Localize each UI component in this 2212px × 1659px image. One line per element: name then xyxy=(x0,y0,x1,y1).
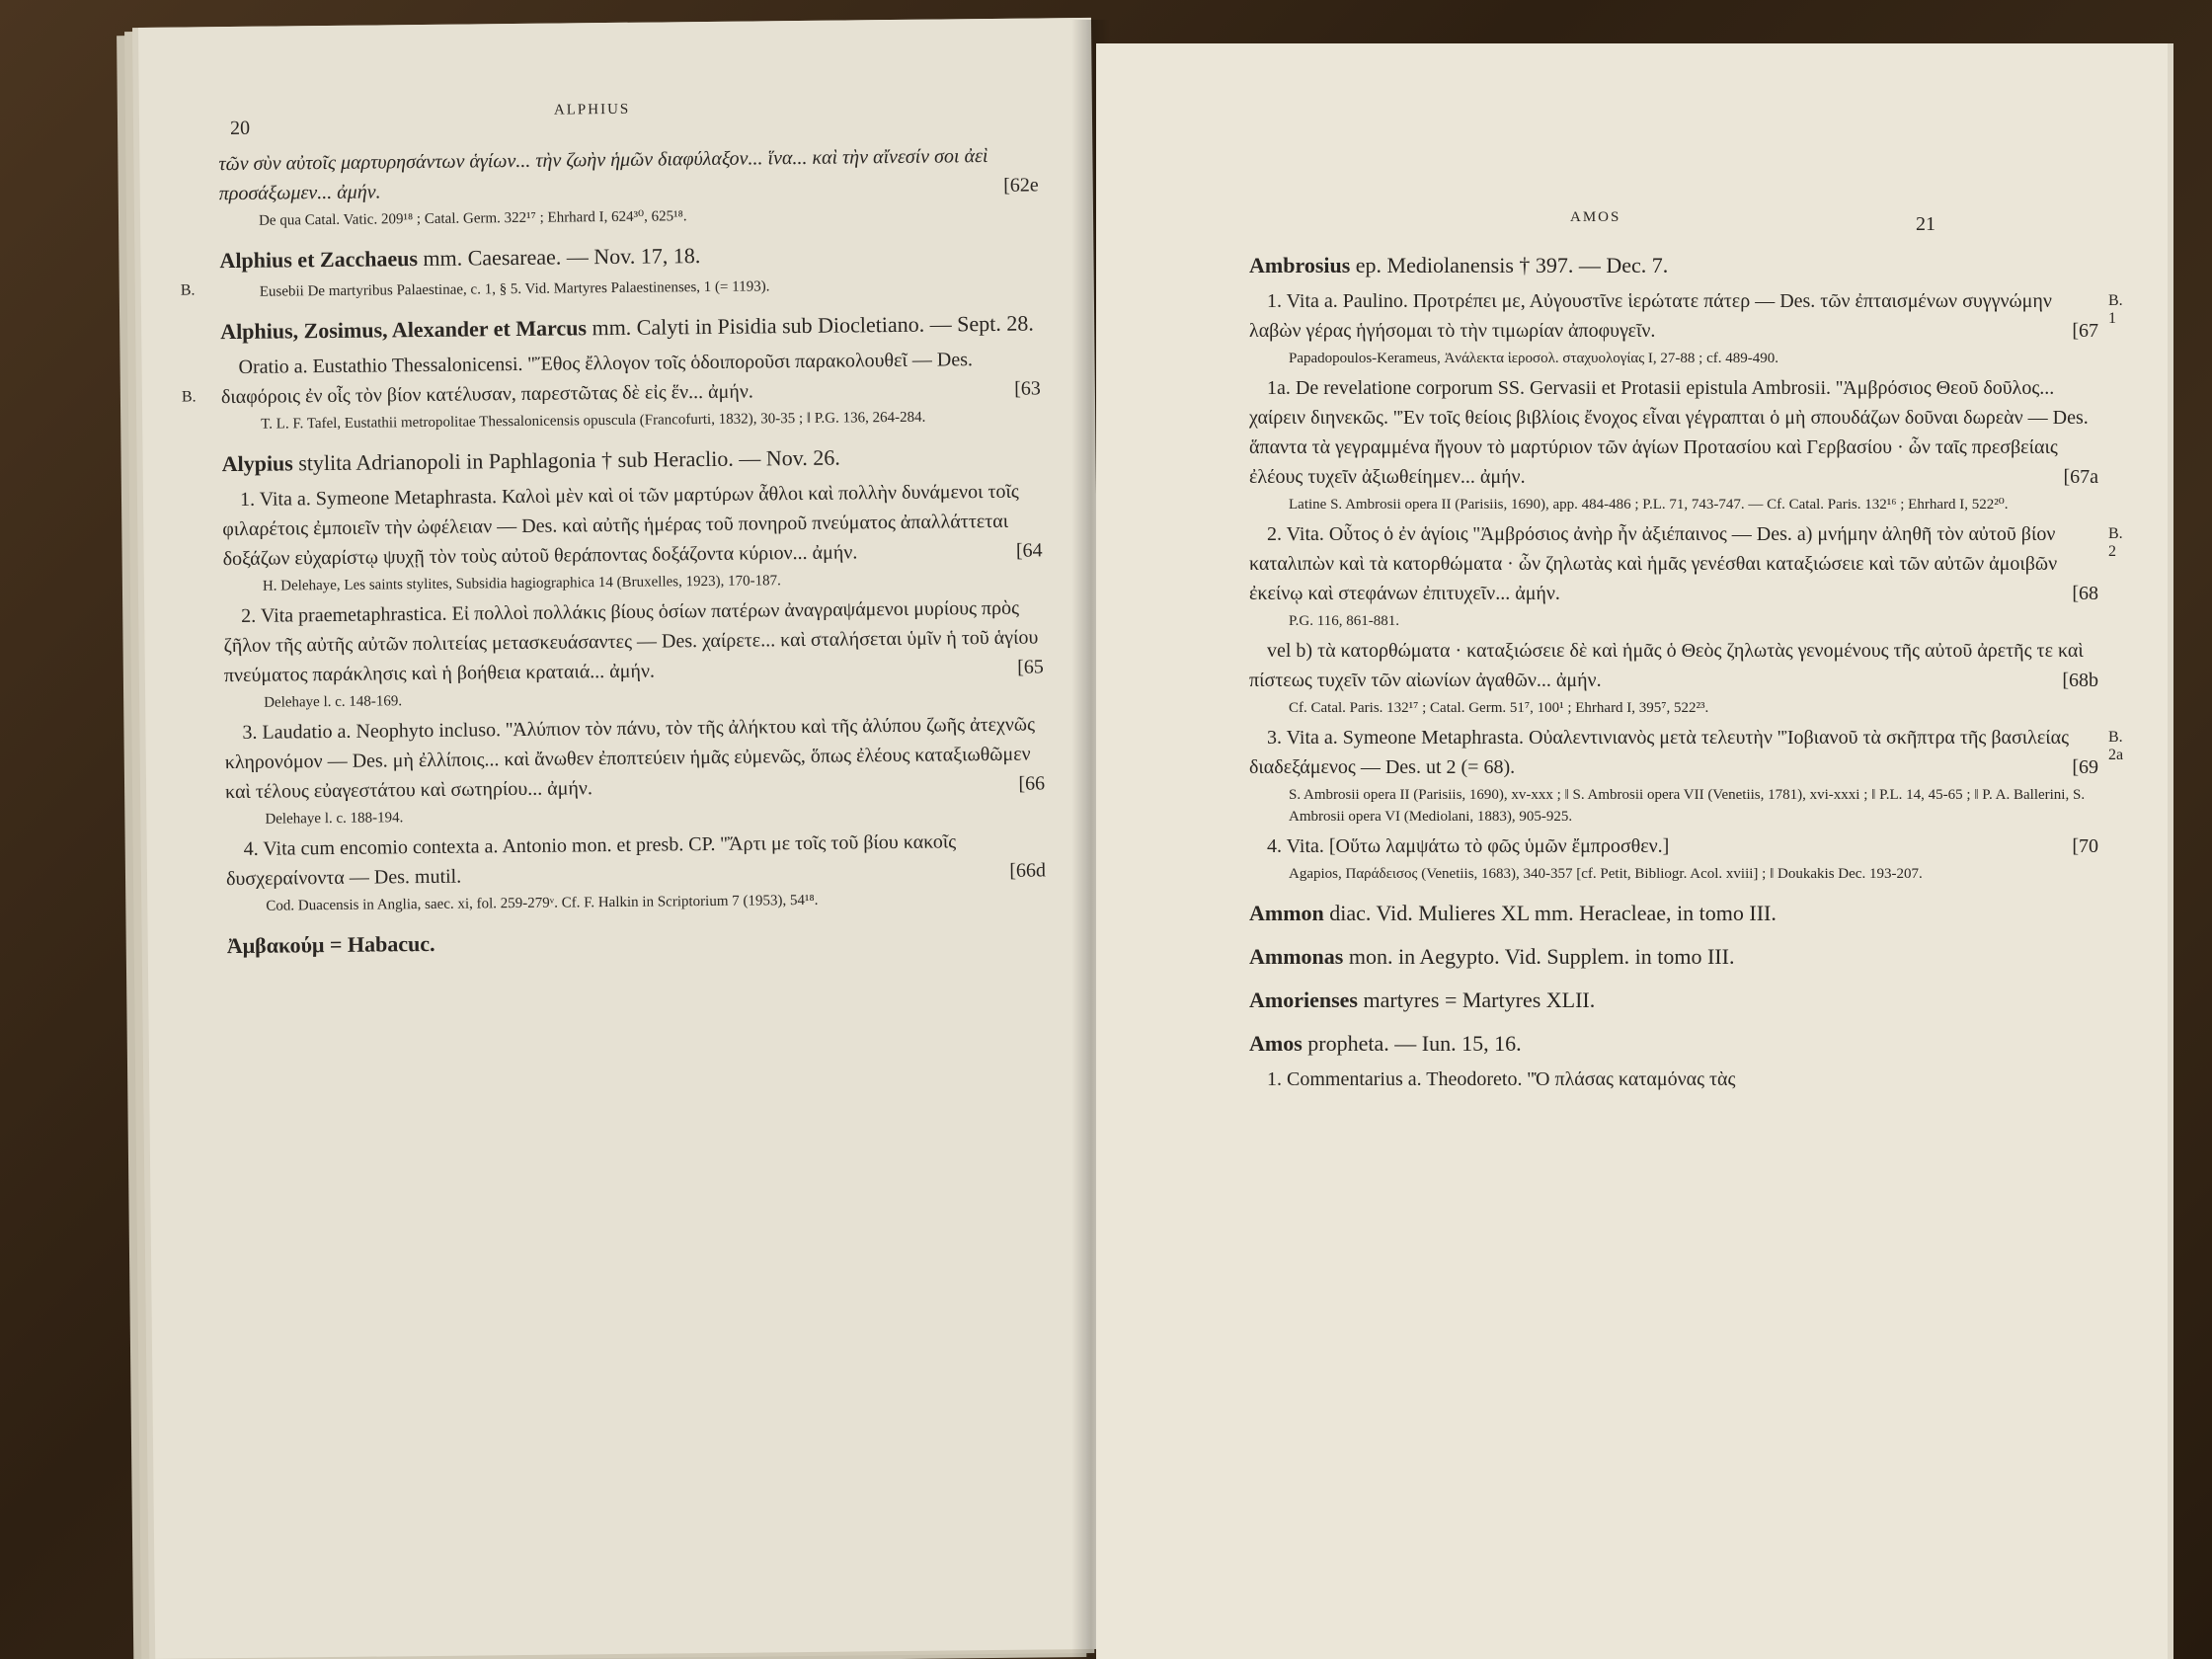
entry-subtitle: ep. Mediolanensis † 397. — Dec. 7. xyxy=(1350,253,1669,277)
reference: De qua Catal. Vatic. 209¹⁸ ; Catal. Germ. 322¹⁷ ; Ehrhard I, 624³⁰, 625¹⁸. xyxy=(258,208,687,229)
item-text: 4. Vita cum encomio contexta a. Antonio mon. et presb. CP. ''Ἄρτι με τοῖς τοῦ βίου κακοῖς δυσχεραίνοντα — Des. mutil. xyxy=(225,830,957,891)
entry-number: [69 xyxy=(2072,756,2098,778)
item-text: Oratio a. Eustathio Thessalonicensi. ''Ἔθος ἔλλογον τοῖς ὁδοιποροῦσι παρακολουθεῖ — Des. διαφόροις ἐν οἷς τὸν βίον κατέλυσαν, παρεστῶτας δὲ εἰς ἕν... ἀμήν. xyxy=(220,349,974,409)
left-page xyxy=(138,18,1108,1659)
entry-title: Amorienses xyxy=(1249,988,1358,1012)
entry-subtitle: propheta. — Iun. 15, 16. xyxy=(1302,1031,1522,1056)
item-text: 3. Laudatio a. Neophyto incluso. ''Ἀλύπιον τὸν πάνυ, τὸν τῆς ἀλήκτου καὶ τῆς ἀλύπου ζωῆς ἀτεχνῶς κληρονόμον — Des. μὴ ἐλλίποις... καὶ ἄνωθεν ἐποπτεύειν ἡμᾶς εὐμενῶς, ὅπως ἐλέους καταξιωθῶμεν καὶ τέλους εὐαγεστάτου καὶ σωτηρίου... ἀμήν. xyxy=(224,713,1036,804)
reference: Eusebii De martyribus Palaestinae, c. 1, § 5. Vid. Martyres Palaestinenses, 1 (= 1193). xyxy=(259,278,770,300)
reference: Delehaye l. c. 188-194. xyxy=(265,810,404,828)
entry-number: [66 xyxy=(1018,772,1046,795)
margin-note: B. 2a xyxy=(2108,729,2124,763)
entry-number: [62e xyxy=(1003,174,1039,197)
entry-number: [66d xyxy=(1009,859,1047,882)
right-running-head: AMOS xyxy=(1570,209,1621,225)
reference: P.G. 116, 861-881. xyxy=(1289,613,1399,629)
reference: Cf. Catal. Paris. 132¹⁷ ; Catal. Germ. 51⁷, 100¹ ; Ehrhard I, 395⁷, 522²³. xyxy=(1289,700,1709,716)
entry-number: [67a xyxy=(2063,466,2098,488)
reference: H. Delehaye, Les saints stylites, Subsidia hagiographica 14 (Bruxelles, 1923), 170-187. xyxy=(262,573,781,594)
entry-number: [70 xyxy=(2072,835,2098,857)
reference: Delehaye l. c. 148-169. xyxy=(264,693,403,711)
entry-title: Alphius et Zacchaeus xyxy=(219,246,419,274)
entry-subtitle: diac. Vid. Mulieres XL mm. Heracleae, in tomo III. xyxy=(1323,901,1777,925)
entry-number: [63 xyxy=(1014,377,1041,400)
margin-note: B. xyxy=(181,388,197,406)
entry-title: Amos xyxy=(1249,1031,1303,1056)
continuation-text: τῶν σὺν αὐτοῖς μαρτυρησάντων ἁγίων... τὴν ζωὴν ἡμῶν διαφύλαξον... ἵνα... καὶ τὴν αἴνεσίν σοι ἀεὶ προσάξωμεν... ἀμήν. xyxy=(218,144,988,205)
entry-subtitle: = Habacuc. xyxy=(324,930,435,958)
entry-alphius-zosimus xyxy=(181,308,1041,435)
entry-subtitle: mm. Calyti in Pisidia sub Diocletiano. — Sept. 28. xyxy=(586,310,1034,341)
reference: S. Ambrosii opera II (Parisiis, 1690), xv-xxx ; ‖ S. Ambrosii opera VII (Venetiis, 1781), xvi-xxxi ; ‖ P.L. 14, 45-65 ; ‖ P. A. Ballerini, S. Ambrosii opera VI (Mediolani, 1883), 905-925. xyxy=(1289,787,2086,825)
entry-number: [64 xyxy=(1015,539,1043,562)
entry-subtitle: stylita Adrianopoli in Paphlagonia † sub Heraclio. — Nov. 26. xyxy=(292,444,840,476)
entry-title: Alphius, Zosimus, Alexander et Marcus xyxy=(220,315,588,345)
entry-title: Ammon xyxy=(1249,901,1324,925)
entry-ammon xyxy=(1249,899,2098,928)
reference: Agapios, Παράδεισος (Venetiis, 1683), 340-357 [cf. Petit, Bibliogr. Acol. xviii] ; ‖ Doukakis Dec. 193-207. xyxy=(1289,866,1923,882)
reference: Cod. Duacensis in Anglia, saec. xi, fol. 259-279ᵛ. Cf. F. Halkin in Scriptorium 7 (1953), 54¹⁸. xyxy=(266,892,819,914)
entry-subtitle: mon. in Aegypto. Vid. Supplem. in tomo III. xyxy=(1343,944,1735,969)
item-text: 3. Vita a. Symeone Metaphrasta. Οὐαλεντινιανὸς μετὰ τελευτὴν ''Ἰοβιανοῦ τὰ σκῆπτρα τῆς βασιλείας διαδεξάμενος — Des. ut 2 (= 68). xyxy=(1249,727,2070,778)
item-text: 4. Vita. [Οὕτω λαμψάτω τὸ φῶς ὑμῶν ἔμπροσθεν.] xyxy=(1267,835,1670,857)
entry-amorienses xyxy=(1249,986,2098,1015)
entry-habacuc xyxy=(227,922,1047,961)
entry-ambrosius xyxy=(1249,251,2124,885)
entry-ammonas xyxy=(1249,942,2098,972)
item-text: 1. Vita a. Paulino. Προτρέπει με, Αὐγουστῖνε ἱερώτατε πάτερ — Des. τῶν ἐπταισμένων συγγνώμην λαβὼν γέρας ἡγήσομαι τὸ τὴν τιμωρίαν ἀποφυγεῖν. xyxy=(1249,290,2052,342)
continuation-block xyxy=(218,140,1039,232)
item-text: 1. Commentarius a. Theodoreto. ''Ὁ πλάσας καταμόνας τὰς xyxy=(1267,1068,1736,1090)
item-text: 1. Vita a. Symeone Metaphrasta. Καλοὶ μὲν καὶ οἱ τῶν μαρτύρων ἆθλοι καὶ πολλὴν δυνάμενοι τοῖς φιλαρέτοις ἐμποιεῖν τὴν ὠφέλειαν — Des. καὶ αὐτῆς ἡμέρας τοῦ πονηροῦ πνεύματος ἀπαλλάττεται δοξάζων εὐχαρίστῳ ψυχῇ τὸν τοὺς αὐτοῦ θεράποντας δοξάζοντα κύριον... ἀμήν. xyxy=(222,480,1019,571)
left-page-content xyxy=(180,136,1047,975)
right-page-content xyxy=(1249,251,2124,1108)
item-text: 2. Vita praemetaphrastica. Εἰ πολλοὶ πολλάκις βίους ὁσίων πατέρων ἀναγραψάμενοι μυρίους πρὸς ζῆλον τῆς αὐτῆς αὐτῶν πολιτείας μετασκευάσαντες — Des. χαίρετε... καὶ σταλήσεται ὑμῖν ἡ τοῦ ἁγίου πνεύματος παράκλησις καὶ ἡ βοήθεια κραταιά... ἀμήν. xyxy=(223,596,1039,687)
entry-number: [68b xyxy=(2062,670,2098,691)
right-page-number: 21 xyxy=(1916,213,1936,235)
margin-note: B. xyxy=(180,281,196,299)
entry-alphius-zacchaeus xyxy=(180,237,1040,303)
entry-subtitle: martyres = Martyres XLII. xyxy=(1357,988,1596,1012)
left-page-number: 20 xyxy=(229,117,251,140)
reference: Latine S. Ambrosii opera II (Parisiis, 1690), app. 484-486 ; P.L. 71, 743-747. — Cf. Catal. Paris. 132¹⁶ ; Ehrhard I, 522²⁰. xyxy=(1289,497,2009,513)
item-text: 2. Vita. Οὗτος ὁ ἐν ἁγίοις ''Ἀμβρόσιος ἀνὴρ ἦν ἀξιέπαινος — Des. a) μνήμην ἀληθῆ τὸν αὐτοῦ βίον καταλιπὼν καὶ τὰ κατορθώματα · ὧν ζηλωτὰς καὶ ἡμᾶς γενέσθαι καταξιώσειε καὶ τῶν αὐτῶν ἀμοιβῶν ἐκείνῳ καὶ στεφάνων ἐπιτυχεῖν... ἀμήν. xyxy=(1249,523,2058,604)
entry-title: Ammonas xyxy=(1249,944,1344,969)
right-page xyxy=(1096,43,2168,1659)
reference: Papadopoulos-Kerameus, Ἀνάλεκτα ἱεροσολ. σταχυολογίας I, 27-88 ; cf. 489-490. xyxy=(1289,351,1778,366)
entry-title: Alypius xyxy=(221,450,293,477)
entry-alypius xyxy=(221,440,1046,917)
entry-number: [65 xyxy=(1017,656,1044,678)
margin-note: B. 1 xyxy=(2108,292,2123,327)
entry-subtitle: mm. Caesareae. — Nov. 17, 18. xyxy=(417,243,701,272)
entry-title: Ambrosius xyxy=(1249,253,1351,277)
entry-number: [68 xyxy=(2072,583,2098,604)
entry-number: [67 xyxy=(2072,320,2098,342)
entry-title: Ἀμβακούμ xyxy=(226,932,325,959)
reference: T. L. F. Tafel, Eustathii metropolitae Thessalonicensis opuscula (Francofurti, 1832), 30-35 ; ‖ P.G. 136, 264-284. xyxy=(261,409,926,433)
entry-amos xyxy=(1249,1029,2098,1094)
left-running-head: ALPHIUS xyxy=(553,101,631,118)
item-text: vel b) τὰ κατορθώματα · καταξιώσειε δὲ καὶ ἡμᾶς ὁ Θεὸς ζηλωτὰς γενομένους τῆς αὐτοῦ ἀρετῆς τε καὶ πίστεως τυχεῖν τῶν αἰωνίων ἀγαθῶν... ἀμήν. xyxy=(1249,640,2084,691)
margin-note: B. 2 xyxy=(2108,525,2123,560)
item-text: 1a. De revelatione corporum SS. Gervasii et Protasii epistula Ambrosii. ''Ἀμβρόσιος Θεοῦ δοῦλος... χαίρειν διηνεκῶς. ''Ἐν τοῖς θείοις βιβλίοις ἔνοχος εἶναι γέγραπται ὁ μὴ σπουδάζων δοῦναι δωρεὰν — Des. ἅπαντα τὰ γεγραμμένα ἤγουν τὸ μαρτύριον τῶν ἁγίων Προτασίου καὶ Γερβασίου · ὧν ταῖς πρεσβείαις ἐλέους τυχεῖν ἀξιωθείημεν... ἀμήν. xyxy=(1249,377,2089,488)
